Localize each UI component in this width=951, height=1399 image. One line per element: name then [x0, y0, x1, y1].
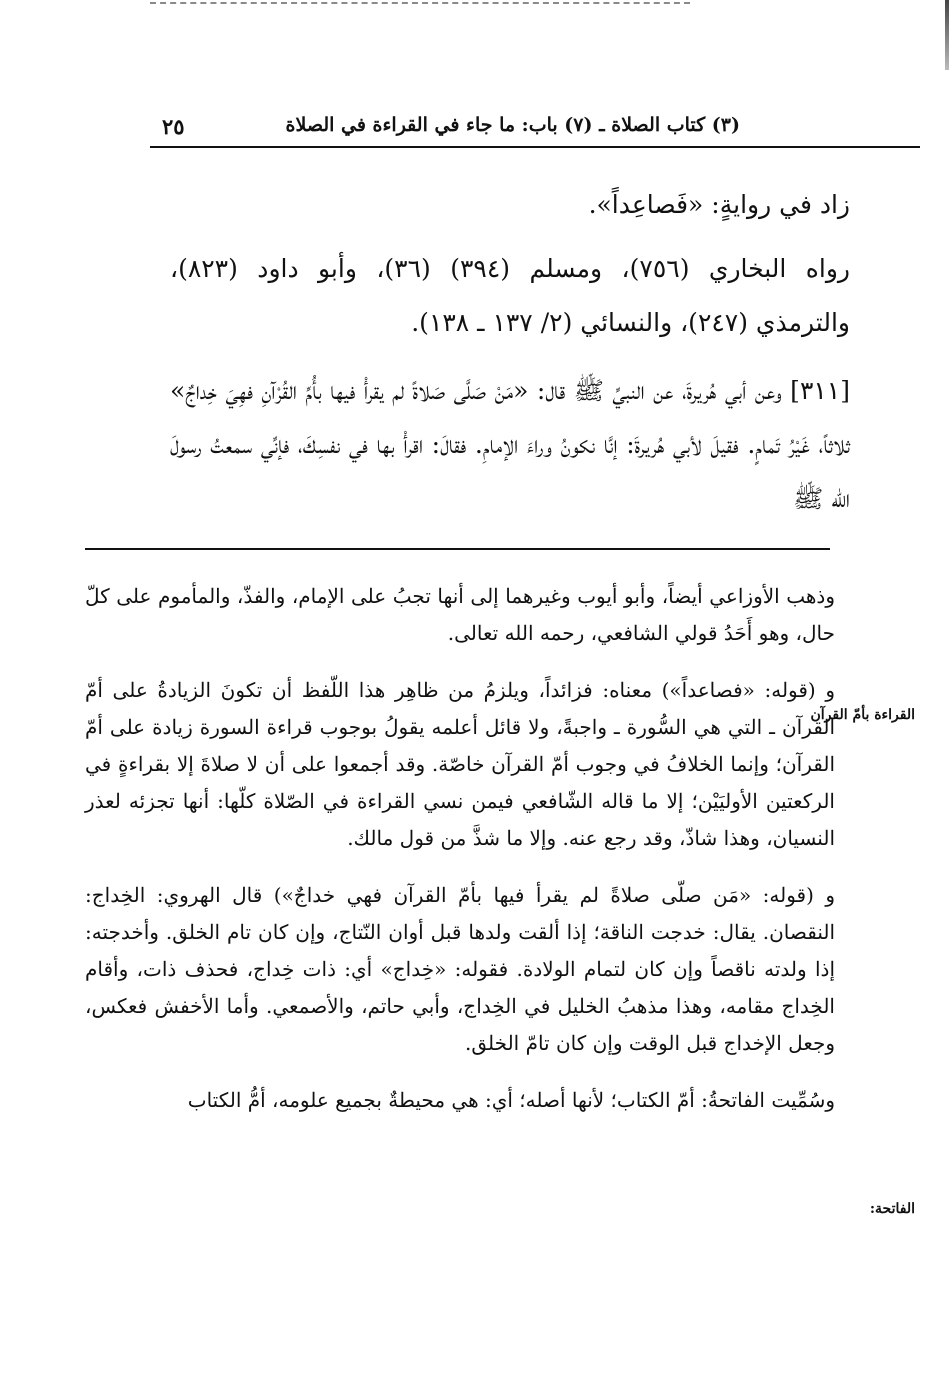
commentary-paragraph-1: وذهب الأوزاعي أيضاً، وأبو أيوب وغيرهما إلى أنها تجبُ على الإمام، والفذّ، والمأموم على كلّ حال، وهو أَحَدُ قولي الشافعي، رحمه الله تعالى. — [85, 584, 835, 645]
side-note-fatiha: الفاتحة: — [869, 1201, 915, 1217]
scan-edge-top — [150, 2, 690, 4]
hadith-addendum: زاد في روايةٍ: «فَصاعِداً». — [588, 190, 850, 219]
commentary-paragraph-2: و (قوله: «فصاعداً») معناه: فزائداً، ويلزمُ من ظاهِر هذا اللّفظ أن تكونَ الزيادةُ على أمّ القرآن ـ التي هي السُّورة ـ واجبةً، ولا قائل أعلمه يقولُ بوجوب قراءة السورة زيادة على أمّ القرآن؛ وإنما الخلافُ في وجوب أمّ القرآن خاصّة. وقد أجمعوا على أن لا صلاةَ إلا بقراءةٍ في الركعتين الأوليَيْن؛ إلا ما قاله الشّافعي فيمن نسي القراءة في الصّلاة كلّها: أنها تجزئه لعذر النسيان، وهذا شاذّ، وقد رجع عنه. وإلا ما شذَّ من قول مالك. — [85, 678, 835, 850]
commentary-paragraph-3: و (قوله: «مَن صلّى صلاةً لم يقرأ فيها بأمّ القرآن فهي خداجٌ») قال الهروي: الخِداج: النقصان. يقال: خدجت الناقة؛ إذا ألقت ولدها قبل أوان النّتاج، وإن كان تام الخلق. وأخدجته: إذا ولدته ناقصاً وإن كان لتمام الولادة. فقوله: «خِداج» أي: ذات خِداج، فحذف ذات، وأقام الخِداج مقامه، وهذا مذهبُ الخليل في الخِداج، وأبي حاتم، والأصمعي. وأما الأخفش فعكس، وجعل الإخداج قبل الوقت وإن كان تامّ الخلق. — [85, 883, 835, 1055]
scan-edge-right — [945, 0, 949, 70]
side-note-qiraa: القراءة بأمّ القرآن — [810, 707, 915, 723]
running-head: (٣) كتاب الصلاة ـ (٧) باب: ما جاء في القراءة في الصلاة — [285, 114, 740, 136]
section-divider — [85, 548, 830, 550]
page-number: ٢٥ — [162, 114, 185, 139]
commentary-paragraph-4: وسُمِّيت الفاتحةُ: أمّ الكتاب؛ لأنها أصله؛ أي: هي محيطةٌ بجميع علومه، أمُّ الكتاب — [187, 1088, 835, 1112]
commentary-section — [85, 578, 915, 1217]
hadith-text: [٣١١] وعن أبي هُريرةَ، عن النبيِّ ﷺ قال: «مَنْ صَلَّى صَلاةً لم يقرأْ فيها بأُمِّ القُرْآنِ فهِيَ خِداجٌ» ثلاثاً، غَيْرُ تَمامٍ. فقيلَ لأبي هُريرةَ: إنَّا نكونُ وراءَ الإمامِ. فقالَ: اقرأْ بها في نفسِكَ، فإنِّي سمعتُ رسولَ الله ﷺ — [170, 376, 850, 513]
book-page — [85, 110, 920, 1217]
hadith-takhrij: رواه البخاري (٧٥٦)، ومسلم (٣٩٤) (٣٦)، وأبو داود (٨٢٣)، والترمذي (٢٤٧)، والنسائي (٢/ ١٣٧ ـ ١٣٨). — [170, 254, 850, 337]
page-header — [150, 110, 920, 148]
hadith-section — [170, 178, 850, 526]
